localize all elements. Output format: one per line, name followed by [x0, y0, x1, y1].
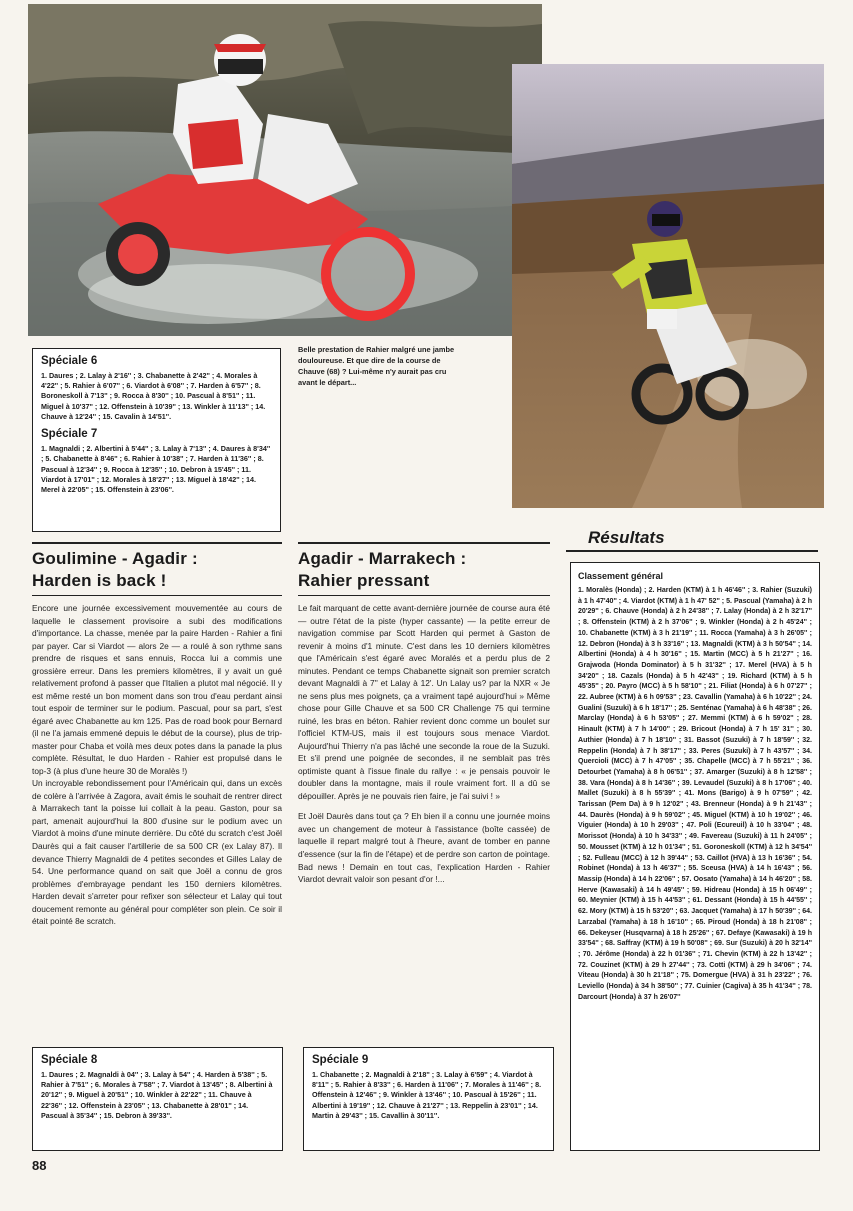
speciale-8-results: 1. Daures ; 2. Magnaldi à 04'' ; 3. Lalay à 54'' ; 4. Harden à 5'38'' ; 5. Rahier à 7'51'' ; 6. Morales à 7'58'' ; 7. Viardot à 13'45'' ; 8. Albertini à 20'12'' ; 9. Miguel à 20'51'' ; 10. Winkler à 22'22'' ; 11. Chauve à 22'36'' ; 12. Offenstein à 23'05'' ; 13. Chabanette à 28'01'' ; 14. Pascual à 35'34'' ; 15. Debron à 39'33''.: [41, 1070, 273, 1120]
headline-line-2: Rahier pressant: [298, 570, 430, 590]
classement-general-box: [570, 562, 820, 1151]
speciale-9-title: Spéciale 9: [312, 1054, 369, 1066]
headline-line-1: Goulimine - Agadir :: [32, 548, 198, 568]
photo-rahier-river: [28, 4, 542, 336]
article-goulimine-agadir: [32, 542, 282, 928]
speciale-6-results: 1. Daures ; 2. Lalay à 2'16'' ; 3. Chabanette à 2'42'' ; 4. Morales à 4'22'' ; 5. Rahier à 6'07'' ; 6. Viardot à 6'08'' ; 7. Harden à 6'57'' ; 8. Boroneskoll à 7'13'' ; 9. Rocca à 8'30'' ; 10. Pascual à 8'51'' ; 11. Miguel à 10'37'' ; 12. Offenstein à 10'39'' ; 13. Winkler à 11'13'' ; 14. Chauve à 12'24'' ; 15. Cavalin à 14'51''.: [41, 371, 266, 421]
speciale-7-results: 1. Magnaldi ; 2. Albertini à 5'44'' ; 3. Lalay à 7'13'' ; 4. Daures à 8'34'' ; 5. Chabanette à 8'46'' ; 6. Rahier à 10'38'' ; 7. Harden à 11'36'' ; 8. Pascual à 12'34'' ; 9. Rocca à 12'35'' ; 10. Debron à 15'45'' ; 11. Viardot à 17'01'' ; 12. Morales à 18'27'' ; 13. Miguel à 18'42'' ; 14. Merel à 22'05'' ; 15. Offenstein à 23'06''.: [41, 444, 271, 494]
results-heading-wrap: [566, 528, 818, 552]
speciale-8-box: [32, 1047, 283, 1151]
results-rule: [566, 550, 818, 552]
speciale-7-title: Spéciale 7: [41, 428, 98, 441]
page-number: 88: [32, 1158, 47, 1173]
headline-rule: [298, 595, 550, 597]
speciale-8-title: Spéciale 8: [41, 1054, 98, 1066]
results-heading: Résultats: [588, 528, 665, 547]
headline-line-1: Agadir - Marrakech :: [298, 548, 467, 568]
paragraph: Le fait marquant de cette avant-dernière journée de course aura été — outre l'état de la piste (hyper cassante) — la petite erreur de navigation commise par Scott Harden qui permet à Gaston de revenir à moins d'1 minute. C'est dans les 10 derniers kilomètres que l'Américain s'est égaré avec Moralés et a perdu plus de 2 minutes. Pendant ce temps Chabanette signait son premier scratch devant Magnaldi à 7'' et Lalay à 12'. Un Lalay us? par la NXR « Je ne sens plus mes poignets, ça a vraiment tapé aujourd'hui » Même chose pour Gille Chauve et sa 500 CR Challenge 75 qui termine ruiné, les bras en béton. Rahier revient donc comme un boulet sur l'officiel KTM-US, mais il est toujours sous menace Viardot. Aujourd'hui Thierry n'a pas lâché une seconde la roue de la Suzuki. Et s'il prend une poignée de secondes, il ne semblait pas très optimiste quant à l'issue finale du rallye : « je pensais pouvoir le doubler dans la montagne, mais il roule vraiment fort. Il a dû se dépouiller. Après je ne pouvais rien faire, je l'ai suivi ! »: [298, 603, 550, 801]
speciale-6-7-box: [32, 348, 281, 532]
classement-title: Classement général: [578, 571, 664, 581]
speciale-9-box: [303, 1047, 554, 1151]
headline-rule: [32, 542, 282, 544]
paragraph: Encore une journée excessivement mouvementée au cours de laquelle le classement provisoire a subi des modifications d'importance. La chasse, menée par la paire Harden - Rahier a fini par payer. Car si Viardot — alors 2e — a roulé à son rythme sans prendre de risques et sans ennuis, Rocca lui a commis une grossière erreur. Dans les premiers kilomètres, il y avait un gué relativement profond à passer que l'Italien a plutot mal négocié. Il y est même resté un bon moment dans son trou d'eau perdant ainsi tout espoir de terminer sur le podium. Pascual, pour sa part, s'est égaré avec Chabanette au km 125. Pas de road book pour Bernard (il ne l'a jamais emmené depuis le début de la course), plus de trip-master pour Chaba et voilà mes deux potes dans la panade la plus complète. Résultat, le duo Harden - Rahier est propulsé dans le top-3 (à plus d'une heure 30 de Moralès !): [32, 603, 282, 776]
article-body: [32, 602, 282, 927]
classement-results: 1. Moralès (Honda) ; 2. Harden (KTM) à 1 h 46'46'' ; 3. Rahier (Suzuki) à 1 h 47'40'' ; 4. Viardot (KTM) à 1 h 47' 52'' ; 5. Pascual (Yamaha) à 2 h 20'29'' ; 6. Chauve (Honda) à 2 h 24'38'' ; 7. Lalay (Honda) à 2 h 32'17'' ; 8. Offenstein (KTM) à 2 h 37'06'' ; 9. Winkler (Honda) à 2 h 45'24'' ; 10. Chabanette (KTM) à 3 h 21'19'' ; 11. Rocca (Yamaha) à 3 h 26'05'' ; 12. Debron (Honda) à 3 h 33'16'' ; 13. Magnaldi (KTM) à 3 h 50'54'' ; 14. Albertini (Honda) à 4 h 30'16'' ; 15. Martin (MCC) à 5 h 21'27'' ; 16. Grajwoda (Honda Dominator) à 5 h 31'32'' ; 17. Merel (HVA) à 5 h 34'20'' ; 18. Cazals (Honda) à 5 h 42'43'' ; 19. Richard (KTM) à 5 h 45'35'' ; 20. Payro (MCC) à 5 h 58'10'' ; 21. Filiat (Honda) à 6 h 07'27'' ; 22. Aubree (KTM) à 6 h 09'53'' ; 23. Cavallin (Yamaha) à 6 h 10'22'' ; 24. Gualini (Suzuki) à 6 h 18'17'' ; 25. Senténac (Yamaha) à 6 h 48'38'' ; 26. Marclay (Honda) à 6 h 53'05'' ; 27. Memmi (KTM) à 6 h 59'02'' ; 28. Hinault (KTM) à 7 h 14'00'' ; 29. Bricout (Honda) à 7 h 15' 31'' ; 30. Authier (Honda) à 7 h 18'10'' ; 31. Bassot (Suzuki) à 7 h 18'59'' ; 32. Reppelin (Honda) à 7 h 38'17'' ; 33. Peres (Suzuki) à 7 h 43'57'' ; 34. Quercioli (MCC) à 7 h 47'05'' ; 35. Chapelle (MCC) à 7 h 55'21'' ; 36. Detourbet (Yamaha) à 8 h 06'51'' ; 37. Amarger (Suzuki) à 8 h 12'58'' ; 38. Vara (Honda) à 8 h 14'36'' ; 39. Levaudel (Suzuki) à 8 h 17'06'' ; 40. Mallet (Suzuki) à 8 h 55'39'' ; 41. Mons (Barigo) à 9 h 07'59'' ; 42. Tarissan (Pem Da) à 9 h 12'02'' ; 43. Brenneur (Honda) à 9 h 21'43'' ; 44. Daurès (Honda) à 9 h 59'02'' ; 45. Miguel (KTM) à 10 h 19'02'' ; 46. Viguier (Honda) à 10 h 29'03'' ; 47. Poli (Ecureuil) à 10 h 33'04'' ; 48. Morissot (Honda) à 10 h 34'33'' ; 49. Favereau (Suzuki) à 11 h 24'05'' ; 50. Mousset (KTM) à 12 h 01'34'' ; 51. Goroneskoll (KTM) à 12 h 34'54'' ; 52. Fulleau (MCC) à 12 h 39'44'' ; 53. Caillot (HVA) à 13 h 16'36'' ; 54. Robinet (Honda) à 13 h 46'37'' ; 55. Sceusa (HVA) à 14 h 16'43'' ; 56. Massip (Honda) à 14 h 22'06'' ; 57. Oosato (Yamaha) à 14 h 46'20'' ; 58. Herve (Kawasaki) à 14 h 49'45'' ; 59. Hidreau (Honda) à 15 h 06'49'' ; 60. Meynier (KTM) à 15 h 44'53'' ; 61. Dessant (Honda) à 15 h 44'55'' ; 62. Mory (KTM) à 15 h 53'20'' ; 63. Jacquet (Yamaha) à 17 h 50'39'' ; 64. Larzabal (Yamaha) à 18 h 16'10'' ; 65. Piroud (Honda) à 18 h 21'08'' ; 66. Dekeyser (Husqvarna) à 18 h 25'26'' ; 67. Defaye (Kawasaki) à 19 h 33'54'' ; 68. Saffray (KTM) à 19 h 50'08'' ; 69. Sur (Suzuki) à 20 h 32'14'' ; 70. Jérôme (Honda) à 22 h 01'36'' ; 71. Chevin (KTM) à 22 h 13'42'' ; 72. Couzinet (KTM) à 29 h 27'44'' ; 73. Cotti (KTM) à 29 h 34'06'' ; 74. Viteau (Honda) à 30 h 21'18'' ; 75. Domergue (HVA) à 31 h 23'22'' ; 76. Leviello (Honda) à 34 h 38'50'' ; 77. Cuinier (Cagiva) à 35 h 41'34'' ; 78. Darcourt (Honda) à 37 h 26'07'': [578, 587, 812, 1001]
article-body: [298, 602, 550, 885]
headline-rule: [32, 595, 282, 597]
photo-caption: Belle prestation de Rahier malgré une jambe douloureuse. Et que dire de la course de Chauve (68) ? Lui-même n'y aurait pas cru avant le départ...: [298, 345, 455, 388]
speciale-6-title: Spéciale 6: [41, 355, 98, 367]
paragraph: Un incroyable rebondissement pour l'Américain qui, dans un excès de colère à l'arrivée à Zagora, avait émis le souhait de rentrer direct à Marrakech tant la poisse lui collait à la peau. Gaston, pour sa part, amenait aujourd'hui la 800 d'usine sur le podium avec un Viardot à moins d'une minute derrière. Du côté du scratch c'est Joël Daurès qui a fait causer l'artillerie de sa 500 CR (ex Lalay 87). Il devance Thierry Magnaldi de 4 petites secondes et Gilles Lalay de 54. Une performance quand on sait que Joël a connu de gros problèmes d'embrayage pendant les 150 derniers kilomètres. Harden devait s'arreter pour refixer son sélecteur et Lalay qui tout doucement remonte au général pour compléter son plein. Ce soir il était pointé 8e scratch.: [32, 778, 282, 927]
article-agadir-marrakech: [298, 542, 550, 886]
headline-line-2: Harden is back !: [32, 570, 167, 590]
paragraph: Et Joël Daurès dans tout ça ? Eh bien il a connu une journée moins avec un changement de moteur à l'assistance (boîte cassée) de laquelle il repart malgré tout à l'heure, avant de tomber en panne d'essence (sur la fin de l'étape) et de perdre son carton de pointage. Bad news ! Demain en tout cas, l'explication Harden - Rahier Viardot devrait valoir son pesant d'or !...: [298, 811, 550, 885]
photo-chauve-desert: [512, 64, 824, 508]
headline-rule: [298, 542, 550, 544]
speciale-9-results: 1. Chabanette ; 2. Magnaldi à 2'18'' ; 3. Lalay à 6'59'' ; 4. Viardot à 8'11'' ; 5. Rahier à 8'33'' ; 6. Harden à 11'06'' ; 7. Morales à 11'46'' ; 8. Offenstein à 12'46'' ; 9. Winkler à 13'46'' ; 10. Pascual à 15'26'' ; 11. Albertini à 19'19'' ; 12. Chauve à 21'27'' ; 13. Reppelin à 23'01'' ; 14. Martin à 29'43'' ; 15. Cavallin à 30'11''.: [312, 1070, 542, 1120]
